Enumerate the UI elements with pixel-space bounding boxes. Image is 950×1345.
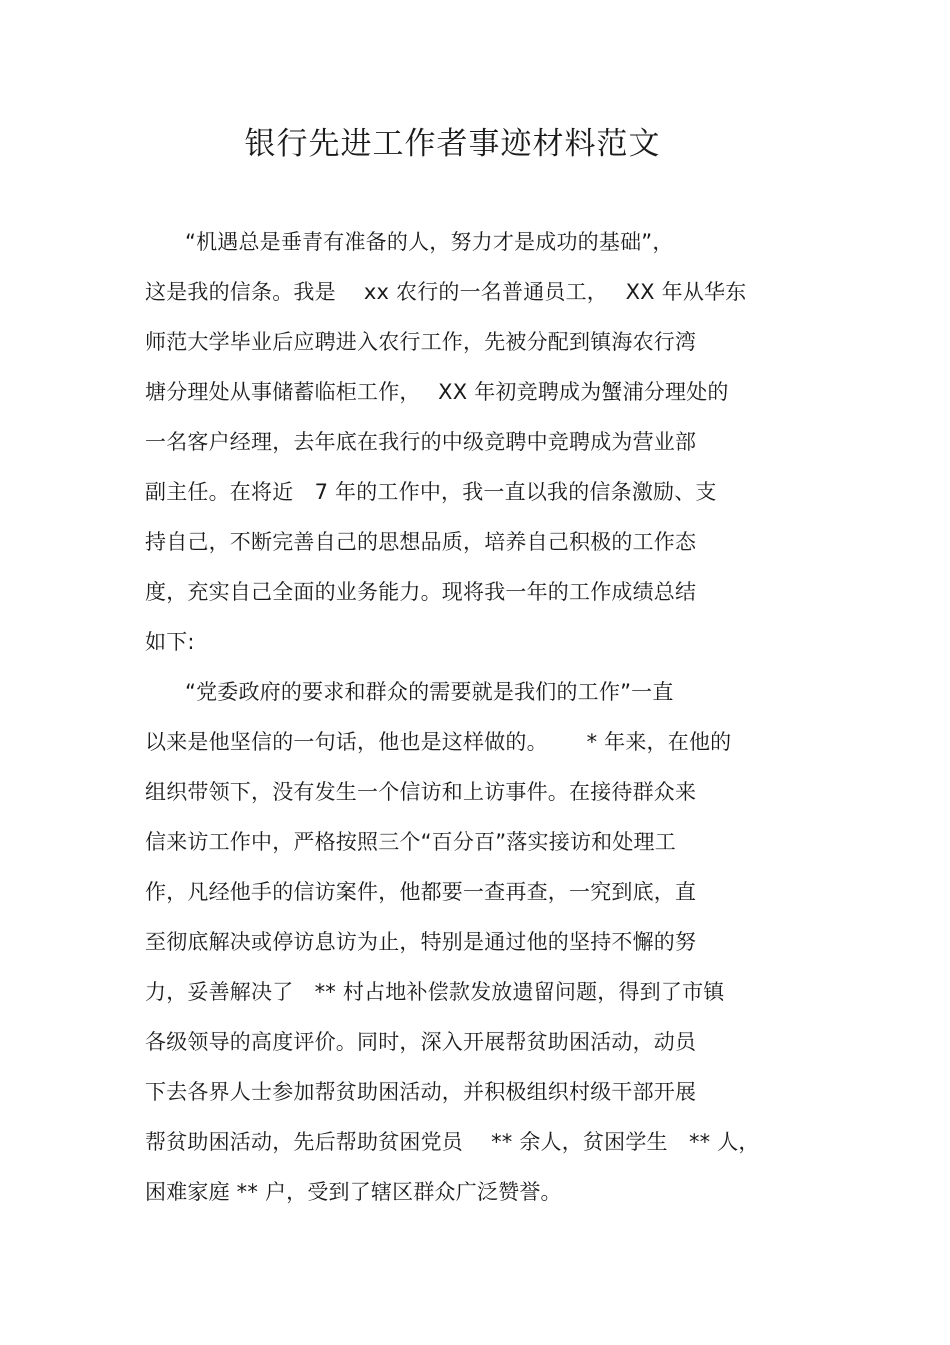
paragraph-line: 度，充实自己全面的业务能力。现将我一年的工作成绩总结 [145, 580, 697, 604]
paragraph-line: 师范大学毕业后应聘进入农行工作，先被分配到镇海农行湾 [145, 330, 697, 354]
paragraph-line: 以来是他坚信的一句话，他也是这样做的。 * 年来，在他的 [145, 730, 732, 754]
paragraph-line: 作，凡经他手的信访案件，他都要一查再查，一究到底，直 [145, 880, 697, 904]
paragraph-line: 这是我的信条。我是 xx 农行的一名普通员工， XX 年从华东 [145, 280, 747, 304]
paragraph-line: 副主任。在将近 7 年的工作中，我一直以我的信条激励、支 [145, 480, 717, 504]
paragraph-line: 如下: [145, 630, 195, 654]
paragraph-line: “党委政府的要求和群众的需要就是我们的工作”一直 [185, 680, 674, 704]
paragraph-line: 至彻底解决或停访息访为止，特别是通过他的坚持不懈的努 [145, 930, 697, 954]
paragraph-line: 持自己，不断完善自己的思想品质，培养自己积极的工作态 [145, 530, 697, 554]
paragraph-line: 帮贫助困活动，先后帮助贫困党员 ** 余人，贫困学生 ** 人， [145, 1130, 760, 1154]
paragraph-line: 组织带领下，没有发生一个信访和上访事件。在接待群众来 [145, 780, 697, 804]
paragraph-line: 力，妥善解决了 ** 村占地补偿款发放遗留问题，得到了市镇 [145, 980, 725, 1004]
paragraph-line: 塘分理处从事储蓄临柜工作， XX 年初竞聘成为蟹浦分理处的 [145, 380, 729, 404]
paragraph-line: 信来访工作中，严格按照三个“百分百”落实接访和处理工 [145, 830, 676, 854]
paragraph-line: 各级领导的高度评价。同时，深入开展帮贫助困活动，动员 [145, 1030, 697, 1054]
paragraph-line: 困难家庭 ** 户，受到了辖区群众广泛赞誉。 [145, 1180, 562, 1204]
paragraph-line: “机遇总是垂青有准备的人，努力才是成功的基础”， [185, 230, 674, 254]
document-title: 银行先进工作者事迹材料范文 [244, 126, 661, 162]
paragraph-line: 下去各界人士参加帮贫助困活动，并积极组织村级干部开展 [145, 1080, 697, 1104]
paragraph-line: 一名客户经理，去年底在我行的中级竞聘中竞聘成为营业部 [145, 430, 697, 454]
